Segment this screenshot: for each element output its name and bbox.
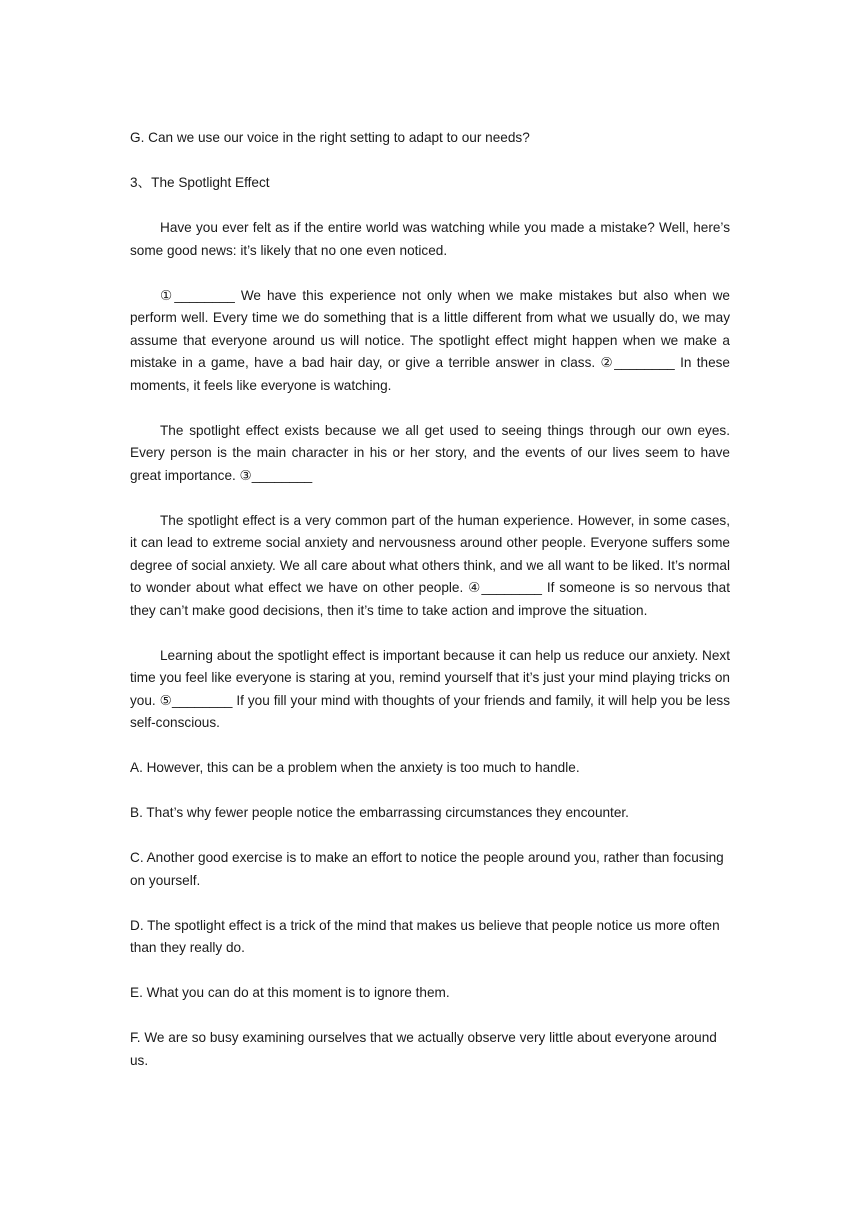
document-page bbox=[130, 127, 730, 1095]
paragraph-5: Learning about the spotlight effect is important because it can help us reduce our anxiety. Next time you feel like everyone is staring at you, remind yourself that it’s just your mind playing tricks on you. ⑤________ If you fill your mind with thoughts of your friends and family, it will help you be less self-conscious. bbox=[130, 647, 730, 730]
section-title: 3、The Spotlight Effect bbox=[130, 175, 270, 190]
option-d: D. The spotlight effect is a trick of the mind that makes us believe that people notice us more often than they really do. bbox=[130, 917, 720, 955]
paragraph-1: Have you ever felt as if the entire world was watching while you made a mistake? Well, here’s some good news: it’s likely that no one even noticed. bbox=[130, 220, 730, 258]
previous-option-g: G. Can we use our voice in the right setting to adapt to our needs? bbox=[130, 130, 530, 145]
option-a: A. However, this can be a problem when the anxiety is too much to handle. bbox=[130, 760, 580, 775]
option-b: B. That’s why fewer people notice the embarrassing circumstances they encounter. bbox=[130, 805, 629, 820]
paragraph-4: The spotlight effect is a very common part of the human experience. However, in some cases, it can lead to extreme social anxiety and nervousness around other people. Everyone suffers some degree of social anxiety. We all care about what others think, and we all want to be liked. It’s normal to wonder about what effect we have on other people. ④________ If someone is so nervous that they can’t make good decisions, then it’s time to take action and improve the situation. bbox=[130, 512, 730, 618]
option-c: C. Another good exercise is to make an effort to notice the people around you, rather than focusing on yourself. bbox=[130, 850, 724, 888]
option-e: E. What you can do at this moment is to ignore them. bbox=[130, 985, 450, 1000]
option-f: F. We are so busy examining ourselves that we actually observe very little about everyone around us. bbox=[130, 1030, 717, 1068]
paragraph-2: ①________ We have this experience not only when we make mistakes but also when we perform well. Every time we do something that is a little different from what we usually do, we may assume that everyone around us will notice. The spotlight effect might happen when we make a mistake in a game, have a bad hair day, or give a terrible answer in class. ②________ In these moments, it feels like everyone is watching. bbox=[130, 287, 730, 393]
paragraph-3: The spotlight effect exists because we all get used to seeing things through our own eyes. Every person is the main character in his or her story, and the events of our lives seem to have great importance. ③________ bbox=[130, 422, 730, 483]
